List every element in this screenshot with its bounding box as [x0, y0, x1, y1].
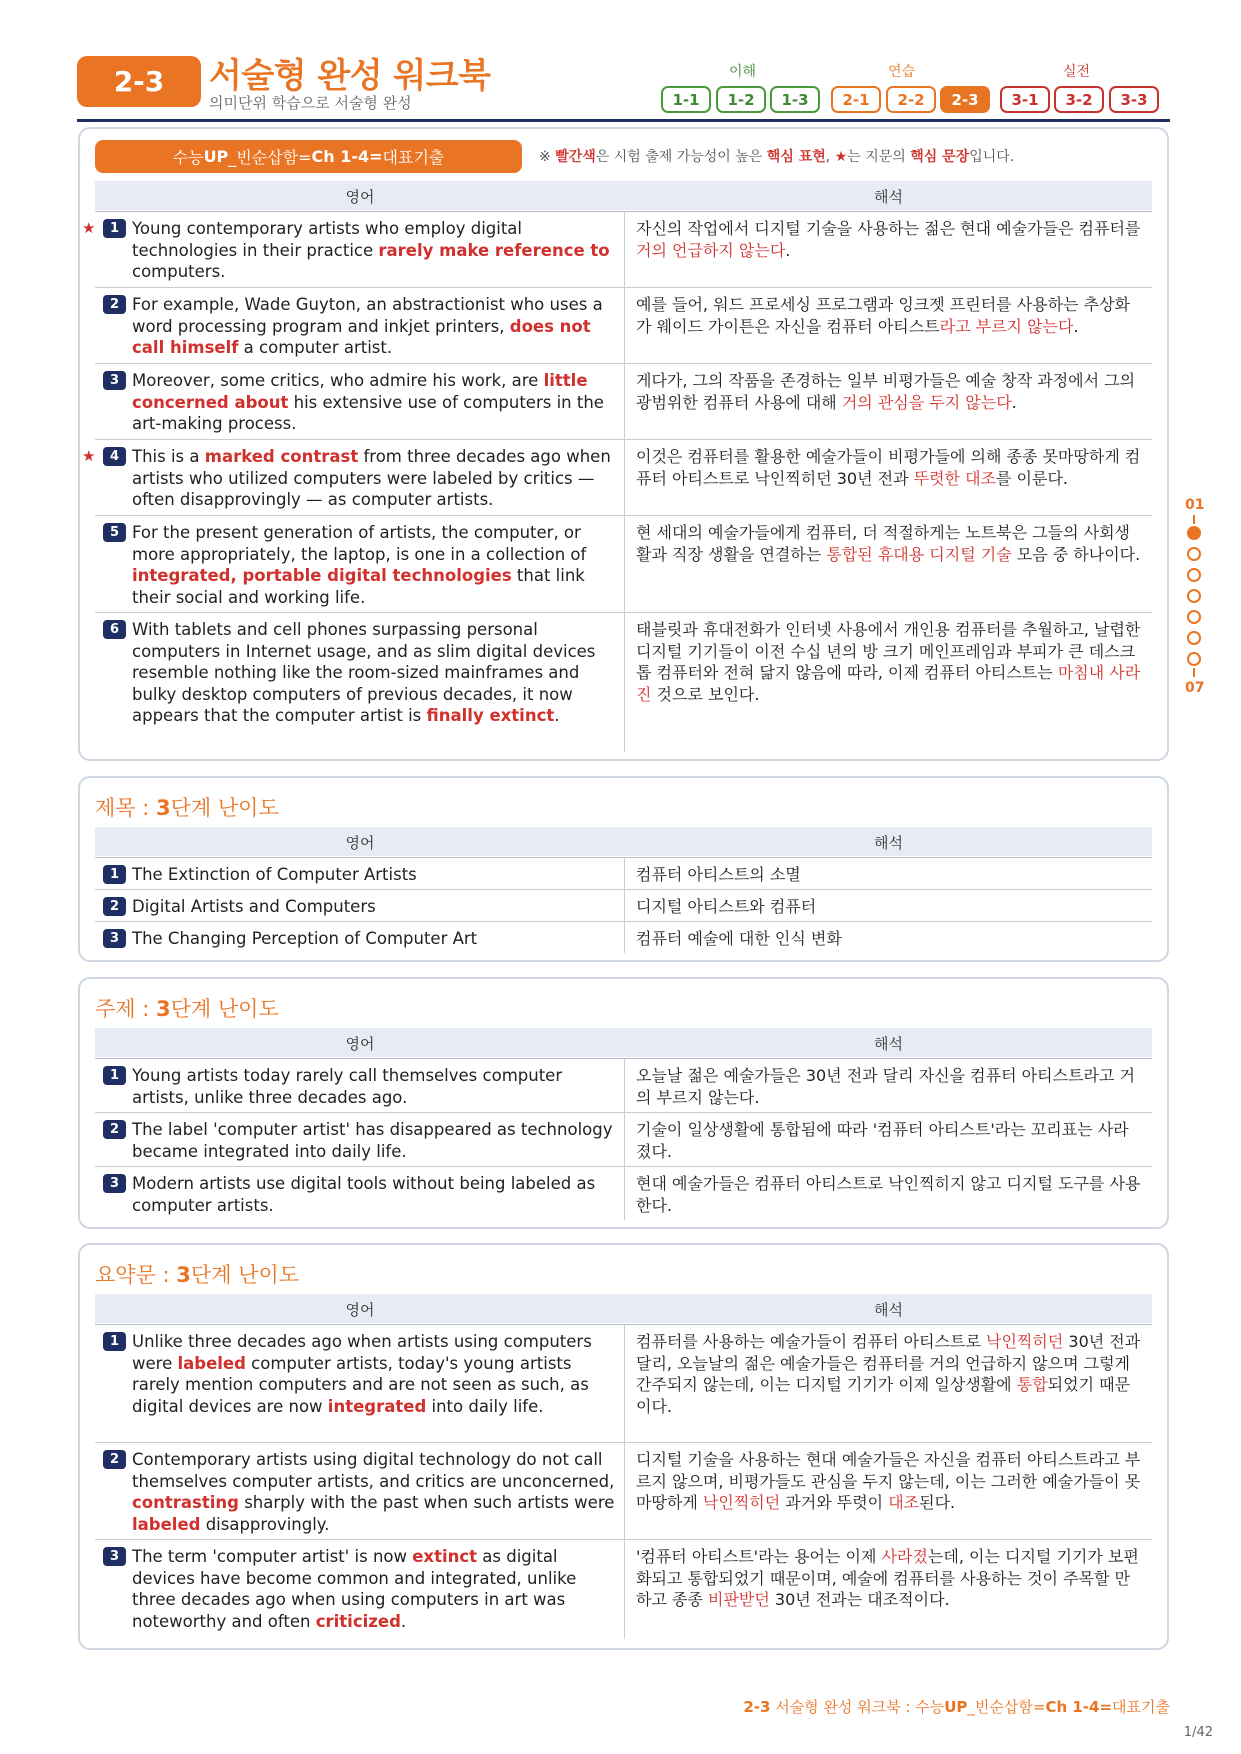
table-row [95, 889, 1152, 921]
group-label-real: 실전 [1063, 64, 1091, 80]
english-cell: 3 The term 'computer artist' is now extinct as digital devices have become common and integrated, unlike three decades ago when using computers in art was noteworthy and often criticized. [95, 1539, 625, 1639]
topic-panel [78, 977, 1169, 1229]
number-badge: 3 [103, 929, 126, 948]
english-cell: 1 Unlike three decades ago when artists using computers were labeled computer artists, today's young artists rarely mention computers and are not seen as such, as digital devices are now integrated into daily life. [95, 1324, 625, 1442]
section-heading: 주제 : 3단계 난이도 [95, 997, 279, 1021]
step-tab-3-3[interactable]: 3-3 [1109, 86, 1159, 113]
col-header-korean: 해석 [874, 834, 903, 852]
step-tab-2-2[interactable]: 2-2 [886, 86, 936, 113]
korean-cell: '컴퓨터 아티스트'라는 용어는 이제 사라졌는데, 이는 디지털 기기가 보편화되고 통합되었기 때문이며, 예술에 컴퓨터를 사용하는 것이 주목할 만하고 종종 비판받던 30년 전과는 대조적이다. [625, 1539, 1152, 1639]
english-cell: 1 Young artists today rarely call themselves computer artists, unlike three decades ago. [95, 1058, 625, 1112]
korean-cell: 컴퓨터 예술에 대한 인식 변화 [625, 921, 1152, 953]
star-icon: ★ [82, 219, 96, 237]
group-label-practice: 연습 [888, 64, 916, 80]
col-header-english: 영어 [345, 1035, 375, 1053]
step-tab-1-2[interactable]: 1-2 [716, 86, 766, 113]
step-tab-2-1[interactable]: 2-1 [831, 86, 881, 113]
col-header-english: 영어 [345, 1301, 375, 1319]
korean-cell: 자신의 작업에서 디지털 기술을 사용하는 젊은 현대 예술가들은 컴퓨터를 거의 언급하지 않는다. [625, 211, 1152, 287]
col-header-korean: 해석 [874, 188, 903, 206]
table-row [95, 1324, 1152, 1442]
number-badge: 2 [103, 295, 126, 314]
header-divider [77, 119, 1170, 122]
english-cell: 2 For example, Wade Guyton, an abstractionist who uses a word processing program and inkjet printers, does not call himself a computer artist. [95, 287, 625, 363]
table-row [82, 211, 1152, 287]
table-row [95, 857, 1152, 889]
step-tab-3-2[interactable]: 3-2 [1054, 86, 1104, 113]
number-badge: 1 [103, 865, 126, 884]
number-badge: 5 [103, 523, 126, 542]
page-number: 1/42 [1183, 1725, 1213, 1740]
side-nav-dot-5[interactable] [1187, 610, 1201, 624]
korean-cell: 태블릿과 휴대전화가 인터넷 사용에서 개인용 컴퓨터를 추월하고, 날렵한 디지털 기기들이 이전 수십 년의 방 크기 메인프레임과 부피가 큰 데스크톱 컴퓨터와 전혀 닮지 않음에 따라, 이제 컴퓨터 아티스트는 마침내 사라진 것으로 보인다. [625, 612, 1152, 752]
side-nav-line [1193, 668, 1195, 677]
col-header-korean: 해석 [874, 1035, 903, 1053]
section-heading: 요약문 : 3단계 난이도 [95, 1263, 300, 1287]
section-badge: 2-3 [77, 56, 201, 107]
side-nav-dot-1[interactable] [1187, 526, 1201, 540]
table-row [95, 1112, 1152, 1166]
number-badge: 1 [103, 219, 126, 238]
korean-cell: 컴퓨터를 사용하는 예술가들이 컴퓨터 아티스트로 낙인찍히던 30년 전과 달리, 오늘날의 젊은 예술가들은 컴퓨터를 거의 언급하지 않으며 그렇게 간주되지 않는데, 이는 디지털 기기가 이제 일상생활에 통합되었기 때문이다. [625, 1324, 1152, 1442]
korean-cell: 디지털 기술을 사용하는 현대 예술가들은 자신을 컴퓨터 아티스트라고 부르지 않으며, 비평가들도 관심을 두지 않는데, 이는 그러한 예술가들이 못마땅하게 낙인찍히던 과거와 뚜렷이 대조된다. [625, 1442, 1152, 1539]
legend-note: ※ 빨간색은 시험 출제 가능성이 높은 핵심 표현, ★는 지문의 핵심 문장입니다. [539, 149, 1015, 165]
table-row [95, 287, 1152, 363]
side-nav-start: 01 [1185, 497, 1205, 513]
english-cell: ★ 1 Young contemporary artists who employ digital technologies in their practice rarely make reference to computers. [95, 211, 625, 287]
number-badge: 2 [103, 1450, 126, 1469]
step-tab-2-3[interactable]: 2-3 [940, 86, 990, 113]
korean-cell: 예를 들어, 워드 프로세싱 프로그램과 잉크젯 프린터를 사용하는 추상화가 웨이드 가이튼은 자신을 컴퓨터 아티스트라고 부르지 않는다. [625, 287, 1152, 363]
number-badge: 3 [103, 371, 126, 390]
summary-panel [78, 1243, 1169, 1650]
korean-cell: 현 세대의 예술가들에게 컴퓨터, 더 적절하게는 노트북은 그들의 사회생활과 직장 생활을 연결하는 통합된 휴대용 디지털 기술 모음 중 하나이다. [625, 515, 1152, 612]
footer-label: 2-3 서술형 완성 워크북 : 수능UP_빈순삽함=Ch 1-4=대표기출 [743, 1698, 1170, 1716]
korean-cell: 기술이 일상생활에 통합됨에 따라 '컴퓨터 아티스트'라는 꼬리표는 사라졌다. [625, 1112, 1152, 1166]
side-nav-dot-6[interactable] [1187, 631, 1201, 645]
table-row [82, 439, 1152, 515]
table-header [95, 1028, 1152, 1057]
number-badge: 6 [103, 620, 126, 639]
group-label-understand: 이해 [729, 64, 757, 80]
table-row [95, 921, 1152, 953]
english-cell: 5 For the present generation of artists, the computer, or more appropriately, the laptop, is one in a collection of integrated, portable digital technologies that link their social and working life. [95, 515, 625, 612]
korean-cell: 게다가, 그의 작품을 존경하는 일부 비평가들은 예술 창작 과정에서 그의 광범위한 컴퓨터 사용에 대해 거의 관심을 두지 않는다. [625, 363, 1152, 439]
side-nav-end: 07 [1185, 680, 1205, 696]
table-header [95, 1294, 1152, 1323]
side-nav-line [1193, 515, 1195, 524]
table-row [95, 515, 1152, 612]
page-subtitle: 의미단위 학습으로 서술형 완성 [209, 94, 412, 112]
side-nav-dot-2[interactable] [1187, 547, 1201, 561]
number-badge: 1 [103, 1332, 126, 1351]
number-badge: 1 [103, 1066, 126, 1085]
number-badge: 3 [103, 1174, 126, 1193]
table-header [95, 827, 1152, 856]
main-passage-panel [78, 127, 1169, 761]
step-tab-1-3[interactable]: 1-3 [770, 86, 820, 113]
table-row [95, 1058, 1152, 1112]
star-icon: ★ [82, 447, 96, 465]
table-row [95, 1166, 1152, 1220]
step-tab-3-1[interactable]: 3-1 [1000, 86, 1050, 113]
col-header-english: 영어 [345, 188, 375, 206]
number-badge: 3 [103, 1547, 126, 1566]
table-row [95, 1442, 1152, 1539]
korean-cell: 이것은 컴퓨터를 활용한 예술가들이 비평가들에 의해 종종 못마땅하게 컴퓨터 아티스트로 낙인찍히던 30년 전과 뚜렷한 대조를 이룬다. [625, 439, 1152, 515]
table-row [95, 363, 1152, 439]
table-row [95, 1539, 1152, 1639]
korean-cell: 디지털 아티스트와 컴퓨터 [625, 889, 1152, 921]
english-cell: 3 Moreover, some critics, who admire his work, are little concerned about his extensive use of computers in the art-making process. [95, 363, 625, 439]
col-header-english: 영어 [345, 834, 375, 852]
page-title: 서술형 완성 워크북 [209, 56, 491, 96]
side-nav-dot-3[interactable] [1187, 568, 1201, 582]
english-cell: 2 The label 'computer artist' has disappeared as technology became integrated into daily life. [95, 1112, 625, 1166]
english-cell: 2 Digital Artists and Computers [95, 889, 625, 921]
number-badge: 2 [103, 897, 126, 916]
english-cell: ★ 4 This is a marked contrast from three decades ago when artists who utilized computers were labeled by critics — often disapprovingly — as computer artists. [95, 439, 625, 515]
korean-cell: 현대 예술가들은 컴퓨터 아티스트로 낙인찍히지 않고 디지털 도구를 사용한다. [625, 1166, 1152, 1220]
english-cell: 3 Modern artists use digital tools without being labeled as computer artists. [95, 1166, 625, 1220]
side-nav-dot-4[interactable] [1187, 589, 1201, 603]
korean-cell: 오늘날 젊은 예술가들은 30년 전과 달리 자신을 컴퓨터 아티스트라고 거의 부르지 않는다. [625, 1058, 1152, 1112]
section-heading: 제목 : 3단계 난이도 [95, 796, 279, 820]
number-badge: 2 [103, 1120, 126, 1139]
step-tab-1-1[interactable]: 1-1 [661, 86, 711, 113]
title-panel [78, 776, 1169, 962]
table-row [95, 612, 1152, 752]
col-header-korean: 해석 [874, 1301, 903, 1319]
table-header [95, 181, 1152, 210]
english-cell: 3 The Changing Perception of Computer Art [95, 921, 625, 953]
english-cell: 6 With tablets and cell phones surpassing personal computers in Internet usage, and as slim digital devices resemble nothing like the room-sized mainframes and bulky desktop computers of previous decades, it now appears that the computer artist is finally extinct. [95, 612, 625, 752]
english-cell: 1 The Extinction of Computer Artists [95, 857, 625, 889]
english-cell: 2 Contemporary artists using digital technology do not call themselves computer artists, and critics are unconcerned, contrasting sharply with the past when such artists were labeled disapprovingly. [95, 1442, 625, 1539]
number-badge: 4 [103, 447, 126, 466]
korean-cell: 컴퓨터 아티스트의 소멸 [625, 857, 1152, 889]
source-pill: 수능 UP _빈순삽함= Ch 1-4= 대표기출 [95, 140, 522, 173]
side-nav-dot-7[interactable] [1187, 652, 1201, 666]
